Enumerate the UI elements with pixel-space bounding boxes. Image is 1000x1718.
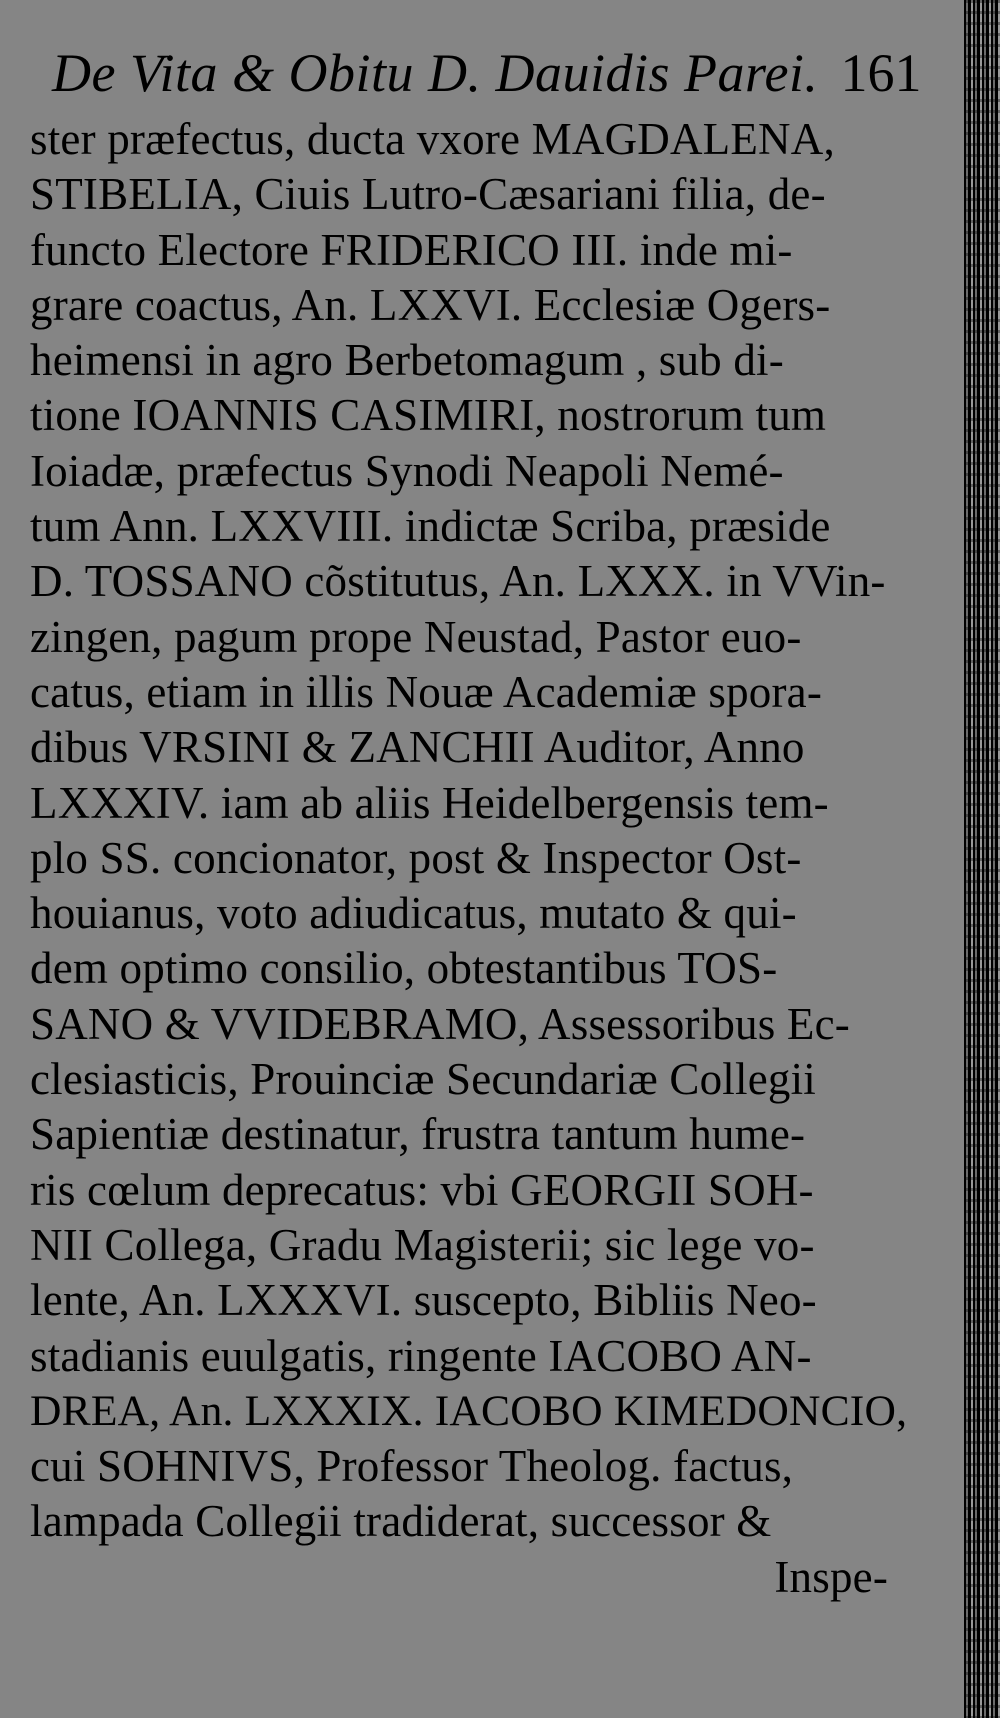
text-line: zingen, pagum prope Neustad, Pastor euo- (30, 611, 802, 662)
text-line: D. TOSSANO cõstitutus, An. LXXX. in VVin- (30, 556, 886, 607)
text-line: plo SS. concionator, post & Inspector Ost- (30, 832, 802, 883)
text-line: tum Ann. LXXVIII. indictæ Scriba, præside (30, 501, 831, 552)
page-number: 161 (840, 43, 922, 103)
text-line: cui SOHNIVS, Professor Theolog. factus, (30, 1441, 794, 1492)
text-line: heimensi in agro Berbetomagum , sub di- (30, 335, 784, 386)
text-line: catus, etiam in illis Nouæ Academiæ spora- (30, 666, 823, 717)
text-line: stadianis euulgatis, ringente IACOBO AN- (30, 1330, 812, 1381)
body-text (30, 112, 910, 1605)
text-line: SANO & VVIDEBRAMO, Assessoribus Ec- (30, 998, 850, 1049)
running-head (52, 42, 932, 122)
text-line: Sapientiæ destinatur, frustra tantum hume- (30, 1109, 806, 1160)
text-line: ris cœlum deprecatus: vbi GEORGII SOH- (30, 1164, 814, 1215)
text-line: lente, An. LXXXVI. suscepto, Bibliis Neo- (30, 1275, 817, 1326)
text-line: lampada Collegii tradiderat, successor & (30, 1496, 772, 1547)
text-line: dem optimo consilio, obtestantibus TOS- (30, 943, 778, 994)
text-line: NII Collega, Gradu Magisterii; sic lege vo- (30, 1219, 815, 1270)
text-line: Ioiadæ, præfectus Synodi Neapoli Nemé- (30, 445, 784, 496)
text-line: houianus, voto adiudicatus, mutato & qui- (30, 888, 797, 939)
text-line: grare coactus, An. LXXVI. Ecclesiæ Ogers- (30, 279, 831, 330)
binding-edge (964, 0, 1000, 1718)
text-line: tione IOANNIS CASIMIRI, nostrorum tum (30, 390, 827, 441)
text-line: functo Electore FRIDERICO III. inde mi- (30, 224, 793, 275)
text-line: STIBELIA, Ciuis Lutro-Cæsariani filia, de- (30, 169, 826, 220)
text-line: LXXXIV. iam ab aliis Heidelbergensis tem- (30, 777, 829, 828)
catchword: Inspe- (774, 1551, 888, 1602)
text-line: DREA, An. LXXXIX. IACOBO KIMEDONCIO, (30, 1386, 908, 1435)
running-title: De Vita & Obitu D. Dauidis Parei. (52, 43, 819, 103)
text-line: dibus VRSINI & ZANCHII Auditor, Anno (30, 722, 805, 773)
text-line: ster præfectus, ducta vxore MAGDALENA, (30, 114, 835, 164)
text-line: clesiasticis, Prouinciæ Secundariæ Collegii (30, 1054, 816, 1105)
